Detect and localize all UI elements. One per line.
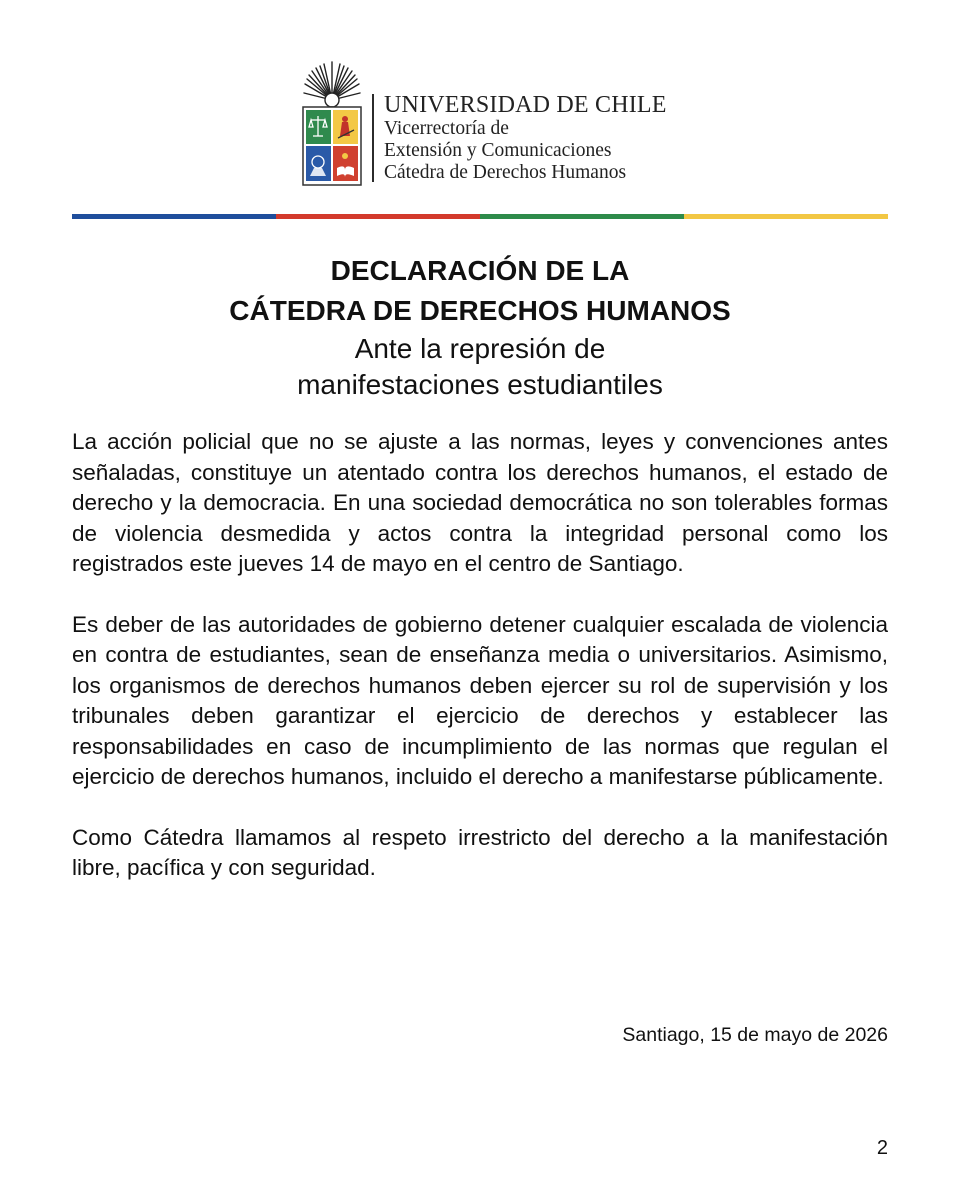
university-crest-icon bbox=[302, 106, 362, 186]
declaration-body bbox=[72, 427, 888, 914]
band-segment-green bbox=[480, 214, 684, 219]
subtitle-line-2: manifestaciones estudiantiles bbox=[297, 369, 663, 400]
university-logo bbox=[300, 60, 364, 186]
color-band-divider bbox=[72, 214, 888, 219]
band-segment-yellow bbox=[684, 214, 888, 219]
page-number: 2 bbox=[876, 1137, 888, 1159]
institution-line-3: Cátedra de Derechos Humanos bbox=[384, 162, 627, 183]
declaration-title bbox=[60, 251, 900, 403]
paragraph-3: Como Cátedra llamamos al respeto irrestricto del derecho a la manifestación libre, pacífica y con seguridad. bbox=[72, 824, 888, 880]
paragraph-2: Es deber de las autoridades de gobierno detener cualquier escalada de violencia en contra de estudiantes, sean de enseñanza media o universitarios. Asimismo, los organismos de derechos humanos deben ejercer su rol de supervisión y los tribunales deben garantizar el ejercicio de derechos y establecer las responsabilidades en caso de incumplimiento de las normas que regulan el ejercicio de derechos humanos, incluido el derecho a manifestarse públicamente. bbox=[72, 611, 888, 789]
institution-line-1: Vicerrectoría de bbox=[384, 118, 509, 139]
signature-date: Santiago, 15 de mayo de 2026 bbox=[622, 1024, 888, 1046]
band-segment-blue bbox=[72, 214, 276, 219]
subtitle-line-1: Ante la represión de bbox=[354, 333, 606, 364]
paragraph-1: La acción policial que no se ajuste a las normas, leyes y convenciones antes señaladas, constituye un atentado contra los derechos humanos, el estado de derecho y la democracia. En una sociedad democrática no son tolerables formas de violencia desmedida y actos contra la integridad personal como los registrados este jueves 14 de mayo en el centro de Santiago. bbox=[72, 429, 888, 576]
logo-divider bbox=[372, 94, 374, 182]
institution-name: UNIVERSIDAD DE CHILE bbox=[384, 92, 667, 118]
institution-text bbox=[384, 92, 667, 184]
sun-rays-icon bbox=[302, 60, 362, 112]
title-line-1: DECLARACIÓN DE LA bbox=[330, 255, 630, 286]
title-line-2: CÁTEDRA DE DERECHOS HUMANOS bbox=[229, 295, 731, 326]
university-header bbox=[300, 60, 680, 190]
institution-line-2: Extensión y Comunicaciones bbox=[384, 140, 612, 161]
band-segment-red bbox=[276, 214, 480, 219]
